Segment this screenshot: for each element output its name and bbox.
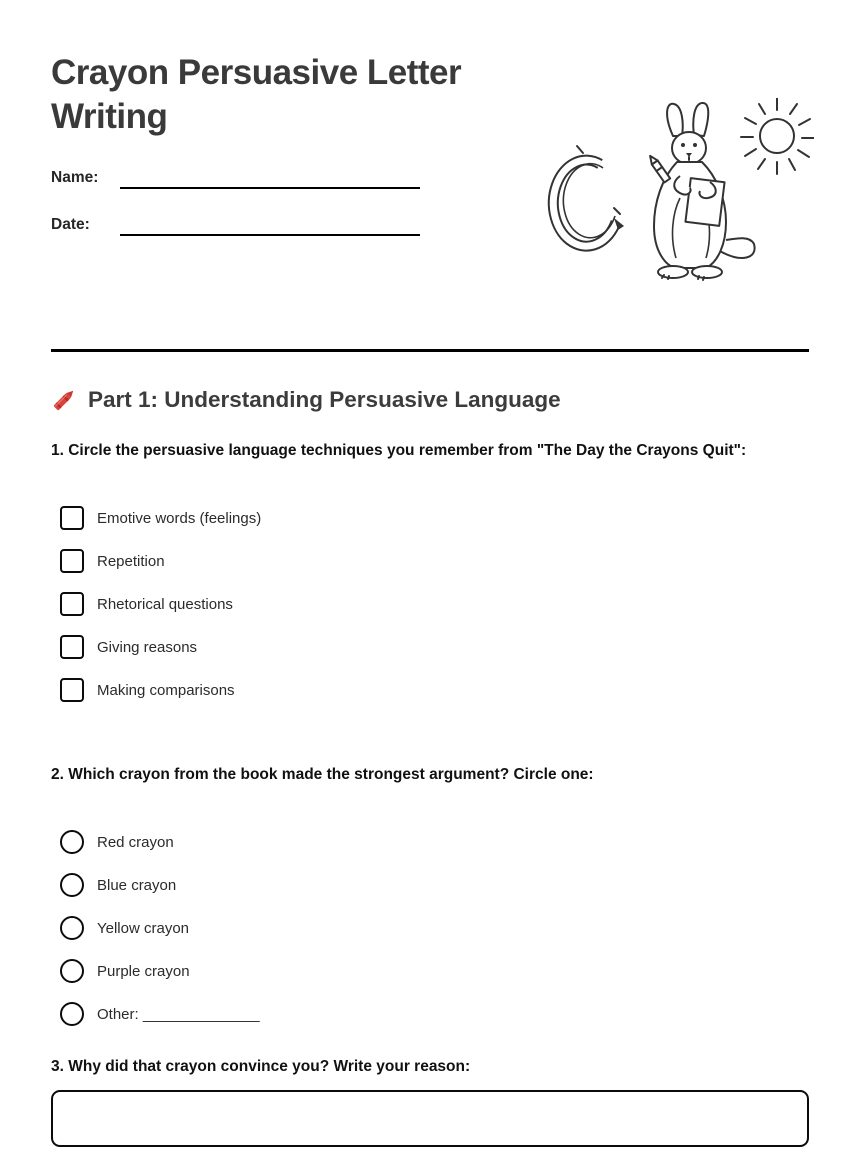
red-crayon-icon	[51, 386, 78, 413]
option-label: Yellow crayon	[97, 919, 189, 937]
kangaroo-icon	[647, 103, 754, 280]
checkbox-option-row	[60, 678, 809, 702]
checkbox-option-row	[60, 506, 809, 530]
checkbox-option-row	[60, 549, 809, 573]
radio-option-row	[60, 1002, 809, 1026]
checkbox-rhetorical-questions[interactable]	[60, 592, 84, 616]
kangaroo-illustration-svg	[542, 98, 814, 296]
option-label: Red crayon	[97, 833, 174, 851]
question-3-label: 3. Why did that crayon convince you? Write your reason:	[51, 1058, 471, 1075]
checkbox-emotive-words[interactable]	[60, 506, 84, 530]
date-label: Date:	[51, 216, 90, 233]
kangaroo-illustration	[542, 98, 814, 296]
question-3-answer-box[interactable]	[51, 1090, 809, 1147]
option-label: Making comparisons	[97, 681, 235, 699]
checkbox-making-comparisons[interactable]	[60, 678, 84, 702]
checkbox-giving-reasons[interactable]	[60, 635, 84, 659]
radio-other[interactable]	[60, 1002, 84, 1026]
radio-option-row	[60, 830, 809, 854]
question-1-label: 1. Circle the persuasive language techniques you remember from "The Day the Crayons Quit":	[51, 442, 747, 459]
question-2-label: 2. Which crayon from the book made the strongest argument? Circle one:	[51, 766, 594, 783]
checkbox-option-row	[60, 592, 809, 616]
question-2-options	[51, 830, 809, 1026]
name-label: Name:	[51, 169, 99, 186]
radio-blue-crayon[interactable]	[60, 873, 84, 897]
page-title: Crayon Persuasive Letter Writing	[51, 53, 462, 136]
radio-yellow-crayon[interactable]	[60, 916, 84, 940]
sun-icon	[741, 98, 814, 174]
radio-option-row	[60, 959, 809, 983]
checkbox-repetition[interactable]	[60, 549, 84, 573]
question-1-options	[51, 506, 809, 702]
option-label: Emotive words (feelings)	[97, 509, 262, 527]
radio-purple-crayon[interactable]	[60, 959, 84, 983]
option-label: Repetition	[97, 552, 165, 570]
crayon-ring-icon	[553, 146, 624, 246]
option-label: Giving reasons	[97, 638, 198, 656]
section-divider	[51, 349, 809, 352]
radio-option-row	[60, 916, 809, 940]
checkbox-option-row	[60, 635, 809, 659]
date-input-line[interactable]	[120, 214, 420, 236]
option-label: Purple crayon	[97, 962, 190, 980]
option-label: Other: ______________	[97, 1005, 260, 1023]
name-input-line[interactable]	[120, 167, 420, 189]
radio-red-crayon[interactable]	[60, 830, 84, 854]
option-label: Rhetorical questions	[97, 595, 233, 613]
option-label: Blue crayon	[97, 876, 177, 894]
part1-heading-text: Part 1: Understanding Persuasive Language	[88, 386, 561, 412]
radio-option-row	[60, 873, 809, 897]
part1-heading	[51, 386, 809, 413]
